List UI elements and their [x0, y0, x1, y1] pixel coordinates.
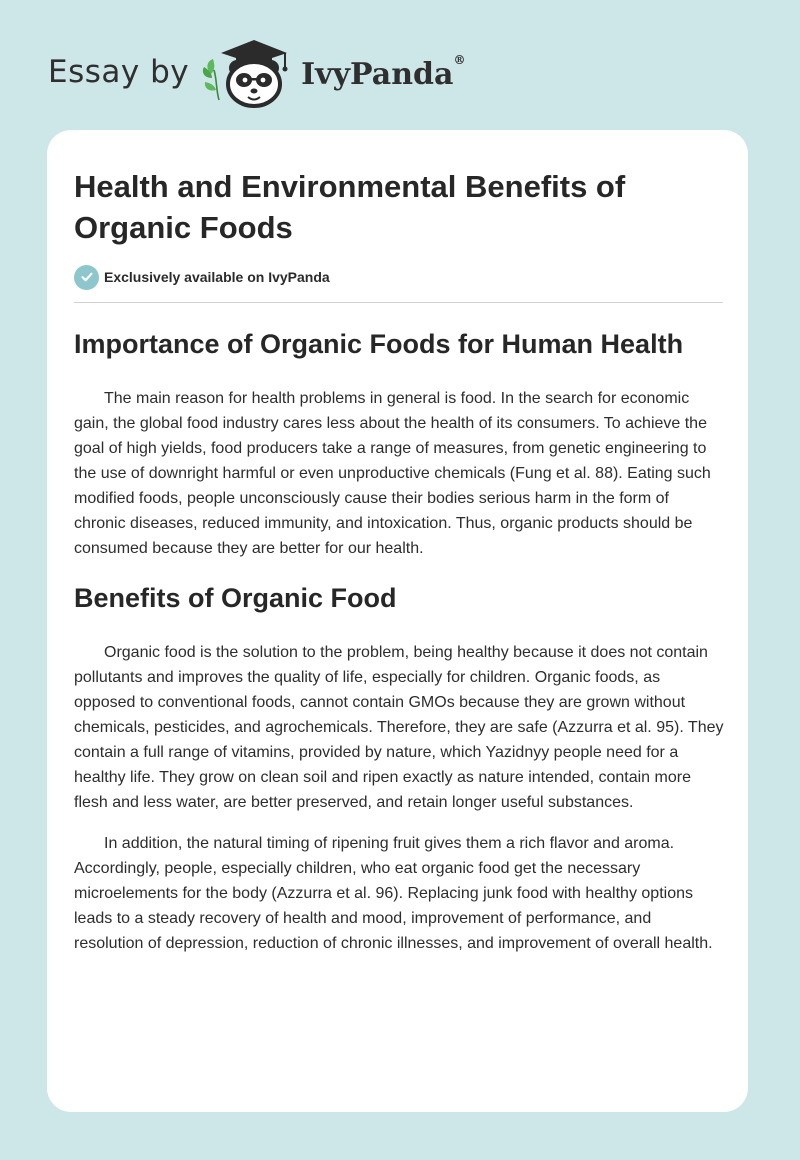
- essay-content: [74, 166, 724, 956]
- brand-text: IvyPanda: [301, 56, 454, 92]
- essay-card: [47, 130, 748, 1112]
- check-icon: [74, 265, 99, 290]
- panda-logo-icon[interactable]: [199, 34, 299, 110]
- brand-name[interactable]: [301, 52, 466, 92]
- paragraph-health-1: The main reason for health problems in general is food. In the search for economic gain, the global food industry cares less about the health of its consumers. To achieve the goal of high yields, food producers take a range of measures, from genetic engineering to the use of downright harmful or even unproductive chemicals (Fung et al. 88). Eating such modified foods, people unconsciously cause their bodies serious harm in the form of chronic diseases, reduced immunity, and intoxication. Thus, organic products should be consumed because they are better for our health.: [74, 390, 711, 557]
- title-divider: [74, 302, 723, 303]
- exclusive-label: Exclusively available on IvyPanda: [104, 269, 330, 285]
- section-heading-benefits: Benefits of Organic Food: [74, 583, 397, 613]
- section-heading-health: Importance of Organic Foods for Human Health: [74, 329, 684, 359]
- registered-mark: ®: [453, 52, 466, 67]
- site-header: [48, 34, 465, 110]
- essay-title: Health and Environmental Benefits of Organic Foods: [74, 169, 626, 245]
- essay-by-label: Essay by: [48, 54, 190, 90]
- paragraph-benefits-2: In addition, the natural timing of ripening fruit gives them a rich flavor and aroma. Accordingly, people, especially children, who eat organic food get the necessary microelements for the body (Azzurra et al. 96). Replacing junk food with healthy options leads to a steady recovery of health and mood, improvement of performance, and resolution of depression, reduction of chronic illnesses, and improvement of overall health.: [74, 835, 713, 952]
- exclusive-badge: [74, 264, 724, 290]
- paragraph-benefits-1: Organic food is the solution to the problem, being healthy because it does not contain pollutants and improves the quality of life, especially for children. Organic foods, as opposed to conventional foods, cannot contain GMOs because they are grown without chemicals, pesticides, and agrochemicals. Therefore, they are safe (Azzurra et al. 95). They contain a full range of vitamins, provided by nature, which Yazidnyy people need for a healthy life. They grow on clean soil and ripen exactly as nature intended, contain more flesh and less water, are better preserved, and retain longer useful substances.: [74, 644, 724, 811]
